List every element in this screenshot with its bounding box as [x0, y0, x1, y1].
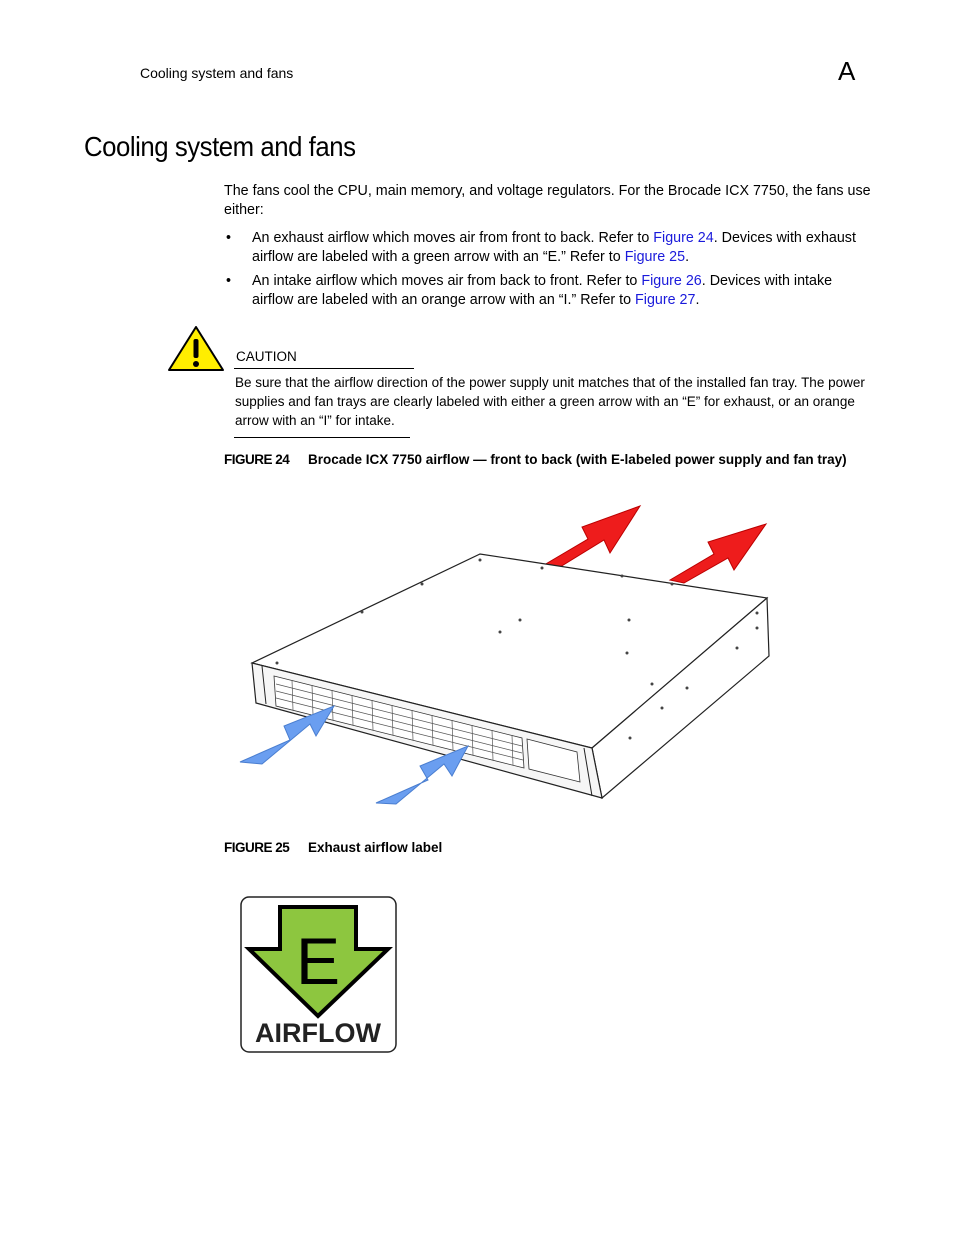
list-item [224, 272, 874, 310]
running-header: Cooling system and fans [140, 65, 294, 81]
caution-divider [234, 437, 410, 438]
label-text: AIRFLOW [255, 1018, 381, 1048]
caution-divider [234, 368, 414, 369]
figure-number: FIGURE 24 [224, 452, 290, 467]
figure-number: FIGURE 25 [224, 840, 290, 855]
bullet-icon: • [226, 230, 232, 246]
figure-26-link[interactable]: Figure 26 [641, 273, 702, 289]
figure-title: Brocade ICX 7750 airflow — front to back (with E-labeled power supply and fan tray) [308, 452, 847, 467]
figure-24-caption [224, 452, 847, 467]
figure-27-link[interactable]: Figure 27 [635, 292, 696, 308]
exhaust-airflow-label-icon [240, 896, 398, 1054]
list-item [224, 229, 874, 267]
warning-triangle-icon [167, 325, 225, 373]
figure-title: Exhaust airflow label [308, 840, 443, 855]
bullet-text: . Devices with intake airflow are labeled with an orange arrow with an “I.” Refer to [252, 273, 833, 308]
bullet-text: . [695, 292, 700, 308]
appendix-letter: A [838, 56, 856, 86]
bullet-icon: • [226, 273, 232, 289]
intake-arrow-icon [376, 746, 468, 804]
figure-25-caption [224, 840, 442, 855]
bullet-text: An intake airflow which moves air from back to front. Refer to [252, 273, 642, 289]
exhaust-arrow-icon [670, 524, 766, 583]
label-letter: E [295, 924, 341, 998]
caution-label: CAUTION [236, 349, 297, 364]
bullet-text: An exhaust airflow which moves air from front to back. Refer to [252, 230, 654, 246]
figure-25-link[interactable]: Figure 25 [624, 249, 686, 265]
intro-paragraph: The fans cool the CPU, main memory, and voltage regulators. For the Brocade ICX 7750, the fans use either: [224, 183, 871, 218]
airflow-bullet-list [224, 229, 874, 315]
bullet-text: . [685, 249, 690, 265]
figure-24-link[interactable]: Figure 24 [653, 230, 714, 246]
bullet-text: . Devices with exhaust airflow are labeled with a green arrow with an “E.” Refer to [252, 230, 856, 265]
switch-airflow-illustration [232, 498, 777, 808]
caution-text: Be sure that the airflow direction of the power supply unit matches that of the installed fan tray. The power supplies and fan trays are clearly labeled with either a green arrow with an “E” for exhaust, or an orange arrow with an “I” for intake. [235, 375, 865, 428]
exhaust-arrow-icon [544, 506, 640, 567]
intake-arrow-icon [240, 706, 334, 764]
page-title: Cooling system and fans [84, 131, 356, 162]
